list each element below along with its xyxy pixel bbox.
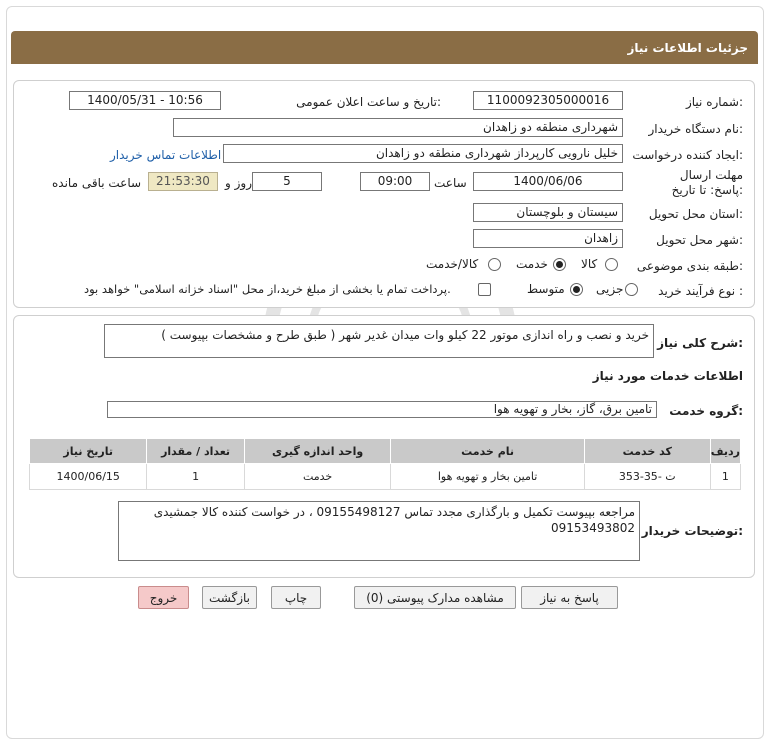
col-row-number: ردیف bbox=[710, 439, 740, 464]
summary-field: خرید و نصب و راه اندازی موتور 22 کیلو وات میدان غدیر شهر ( طبق طرح و مشخصات بپیوست ) bbox=[104, 324, 654, 358]
city-field: زاهدان bbox=[473, 229, 623, 248]
cell-unit: خدمت bbox=[244, 464, 391, 490]
remaining-time-field: 21:53:30 bbox=[148, 172, 218, 191]
province-field: سیستان و بلوچستان bbox=[473, 203, 623, 222]
buyer-notes-field: مراجعه بپیوست تکمیل و بارگذاری مجدد تماس 09155498127 ، در خواست کننده کالا جمشیدی 09153493802 bbox=[118, 501, 640, 561]
deadline-date-field: 1400/06/06 bbox=[473, 172, 623, 191]
print-button[interactable]: چاپ bbox=[271, 586, 321, 609]
exit-button[interactable]: خروج bbox=[138, 586, 189, 609]
city-label: شهر محل تحویل: bbox=[656, 233, 743, 247]
details-panel bbox=[13, 80, 755, 308]
deadline-time-field: 09:00 bbox=[360, 172, 430, 191]
process-option-medium: متوسط bbox=[527, 282, 565, 296]
deadline-label: مهلت ارسال پاسخ: تا تاریخ: bbox=[671, 168, 743, 197]
service-group-label: گروه خدمت: bbox=[669, 404, 743, 418]
category-radio-goods-service[interactable] bbox=[488, 258, 501, 271]
cell-row-number: 1 bbox=[710, 464, 740, 490]
category-option-goods: کالا bbox=[581, 257, 598, 271]
announce-label: تاریخ و ساعت اعلان عمومی: bbox=[296, 95, 441, 109]
payment-note: پرداخت تمام یا بخشی از مبلغ خرید،از محل "اسناد خزانه اسلامی" خواهد بود. bbox=[84, 282, 451, 296]
need-number-label: شماره نیاز: bbox=[685, 95, 743, 109]
cell-service-code: ت -35-353 bbox=[584, 464, 710, 490]
announce-field: 1400/05/31 - 10:56 bbox=[69, 91, 221, 110]
buyer-org-label: نام دستگاه خریدار: bbox=[648, 122, 743, 136]
category-option-goods-service: کالا/خدمت bbox=[426, 257, 479, 271]
col-need-date: تاریخ نیاز bbox=[30, 439, 147, 464]
col-quantity: تعداد / مقدار bbox=[147, 439, 244, 464]
process-option-minor: جزیی bbox=[596, 282, 624, 296]
cell-need-date: 1400/06/15 bbox=[30, 464, 147, 490]
days-remaining-field: 5 bbox=[252, 172, 322, 191]
reply-button[interactable]: پاسخ به نیاز bbox=[521, 586, 618, 609]
days-label: روز و bbox=[225, 176, 252, 190]
process-label: نوع فرآیند خرید : bbox=[658, 284, 743, 298]
category-radio-service[interactable] bbox=[553, 258, 566, 271]
category-radio-goods[interactable] bbox=[605, 258, 618, 271]
treasury-checkbox[interactable] bbox=[478, 283, 491, 296]
deadline-time-label: ساعت bbox=[434, 176, 467, 190]
cell-quantity: 1 bbox=[147, 464, 244, 490]
service-group-field: تامین برق، گاز، بخار و تهویه هوا bbox=[107, 401, 657, 418]
process-radio-minor[interactable] bbox=[625, 283, 638, 296]
col-unit: واحد اندازه گیری bbox=[244, 439, 391, 464]
need-number-field: 1100092305000016 bbox=[473, 91, 623, 110]
creator-label: ایجاد کننده درخواست: bbox=[632, 148, 743, 162]
buyer-org-field: شهرداری منطقه دو زاهدان bbox=[173, 118, 623, 137]
attachments-button[interactable]: مشاهده مدارک پیوستی (0) bbox=[354, 586, 516, 609]
category-label: طبقه بندی موضوعی: bbox=[636, 259, 743, 273]
summary-label: شرح کلی نیاز: bbox=[657, 336, 743, 350]
contact-buyer-link[interactable]: اطلاعات تماس خریدار bbox=[110, 148, 222, 162]
services-table bbox=[29, 438, 741, 490]
category-option-service: خدمت bbox=[516, 257, 548, 271]
province-label: استان محل تحویل: bbox=[648, 207, 743, 221]
services-section-title: اطلاعات خدمات مورد نیاز bbox=[592, 369, 743, 383]
page-header bbox=[11, 31, 758, 64]
table-header-row bbox=[30, 439, 741, 464]
col-service-name: نام خدمت bbox=[391, 439, 584, 464]
creator-field: خلیل نارویی کارپرداز شهرداری منطقه دو زاهدان bbox=[223, 144, 623, 163]
cell-service-name: تامین بخار و تهویه هوا bbox=[391, 464, 584, 490]
buyer-notes-label: توضیحات خریدار: bbox=[641, 524, 743, 538]
table-row bbox=[30, 464, 741, 490]
col-service-code: کد خدمت bbox=[584, 439, 710, 464]
process-radio-medium[interactable] bbox=[570, 283, 583, 296]
page-title: جزئیات اطلاعات نیاز bbox=[627, 40, 748, 55]
remaining-time-label: ساعت باقی مانده bbox=[52, 176, 142, 190]
back-button[interactable]: بازگشت bbox=[202, 586, 257, 609]
